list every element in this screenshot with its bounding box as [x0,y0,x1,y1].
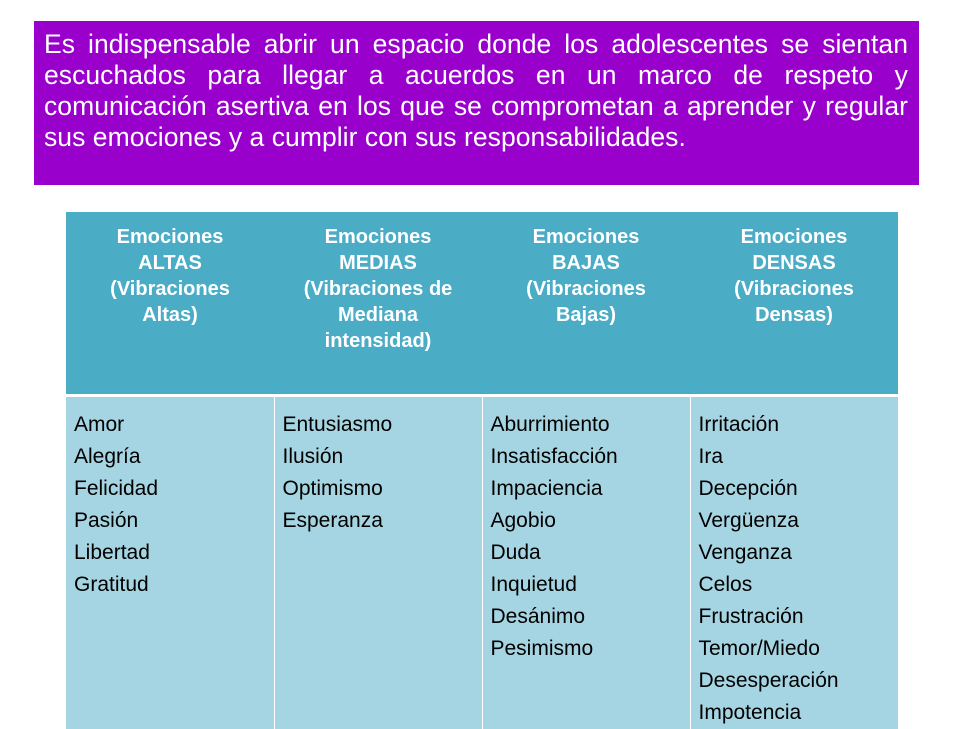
list-item: Inquietud [491,569,684,601]
list-item: Frustración [699,601,893,633]
cell-emociones-bajas [482,396,690,729]
list-item: Felicidad [74,473,268,505]
header-emociones-densas [690,212,898,396]
emotion-list [74,409,268,601]
table-header-row [66,212,898,396]
list-item: Vergüenza [699,505,893,537]
header-emociones-medias [274,212,482,396]
list-item: Insatisfacción [491,441,684,473]
list-item: Temor/Miedo [699,633,893,665]
emotion-list [283,409,476,537]
intro-text: Es indispensable abrir un espacio donde los adolescentes se sientan escuchados para llegar a acuerdos en un marco de respeto y comunicación asertiva en los que se comprometan a aprender y regular sus emociones y a cumplir con sus responsabilidades. [44,29,908,152]
list-item: Libertad [74,537,268,569]
header-line: DENSAS [696,250,892,276]
header-line: intensidad) [280,328,476,354]
list-item: Entusiasmo [283,409,476,441]
cell-emociones-medias [274,396,482,729]
header-emociones-bajas [482,212,690,396]
list-item: Venganza [699,537,893,569]
header-line: Altas) [72,302,268,328]
intro-text-box [34,21,919,185]
emotions-table [66,212,898,729]
list-item: Optimismo [283,473,476,505]
list-item: Pesimismo [491,633,684,665]
header-line: (Vibraciones [488,276,684,302]
header-line: Densas) [696,302,892,328]
header-line: Bajas) [488,302,684,328]
header-line: Mediana [280,302,476,328]
table-row [66,396,898,729]
header-line: (Vibraciones [72,276,268,302]
header-line: Emociones [488,224,684,250]
header-line: ALTAS [72,250,268,276]
header-line: MEDIAS [280,250,476,276]
list-item: Ilusión [283,441,476,473]
header-emociones-altas [66,212,274,396]
list-item: Irritación [699,409,893,441]
list-item: Gratitud [74,569,268,601]
header-line: (Vibraciones de [280,276,476,302]
header-line: Emociones [696,224,892,250]
list-item: Alegría [74,441,268,473]
list-item: Esperanza [283,505,476,537]
header-line: Emociones [280,224,476,250]
list-item: Duda [491,537,684,569]
list-item: Ira [699,441,893,473]
list-item: Celos [699,569,893,601]
list-item: Aburrimiento [491,409,684,441]
header-line: (Vibraciones [696,276,892,302]
emotion-list [699,409,893,729]
list-item: Decepción [699,473,893,505]
list-item: Pasión [74,505,268,537]
cell-emociones-densas [690,396,898,729]
header-line: Emociones [72,224,268,250]
list-item: Impotencia [699,697,893,729]
list-item: Desesperación [699,665,893,697]
emotion-list [491,409,684,665]
list-item: Desánimo [491,601,684,633]
cell-emociones-altas [66,396,274,729]
header-line: BAJAS [488,250,684,276]
list-item: Impaciencia [491,473,684,505]
list-item: Amor [74,409,268,441]
list-item: Agobio [491,505,684,537]
